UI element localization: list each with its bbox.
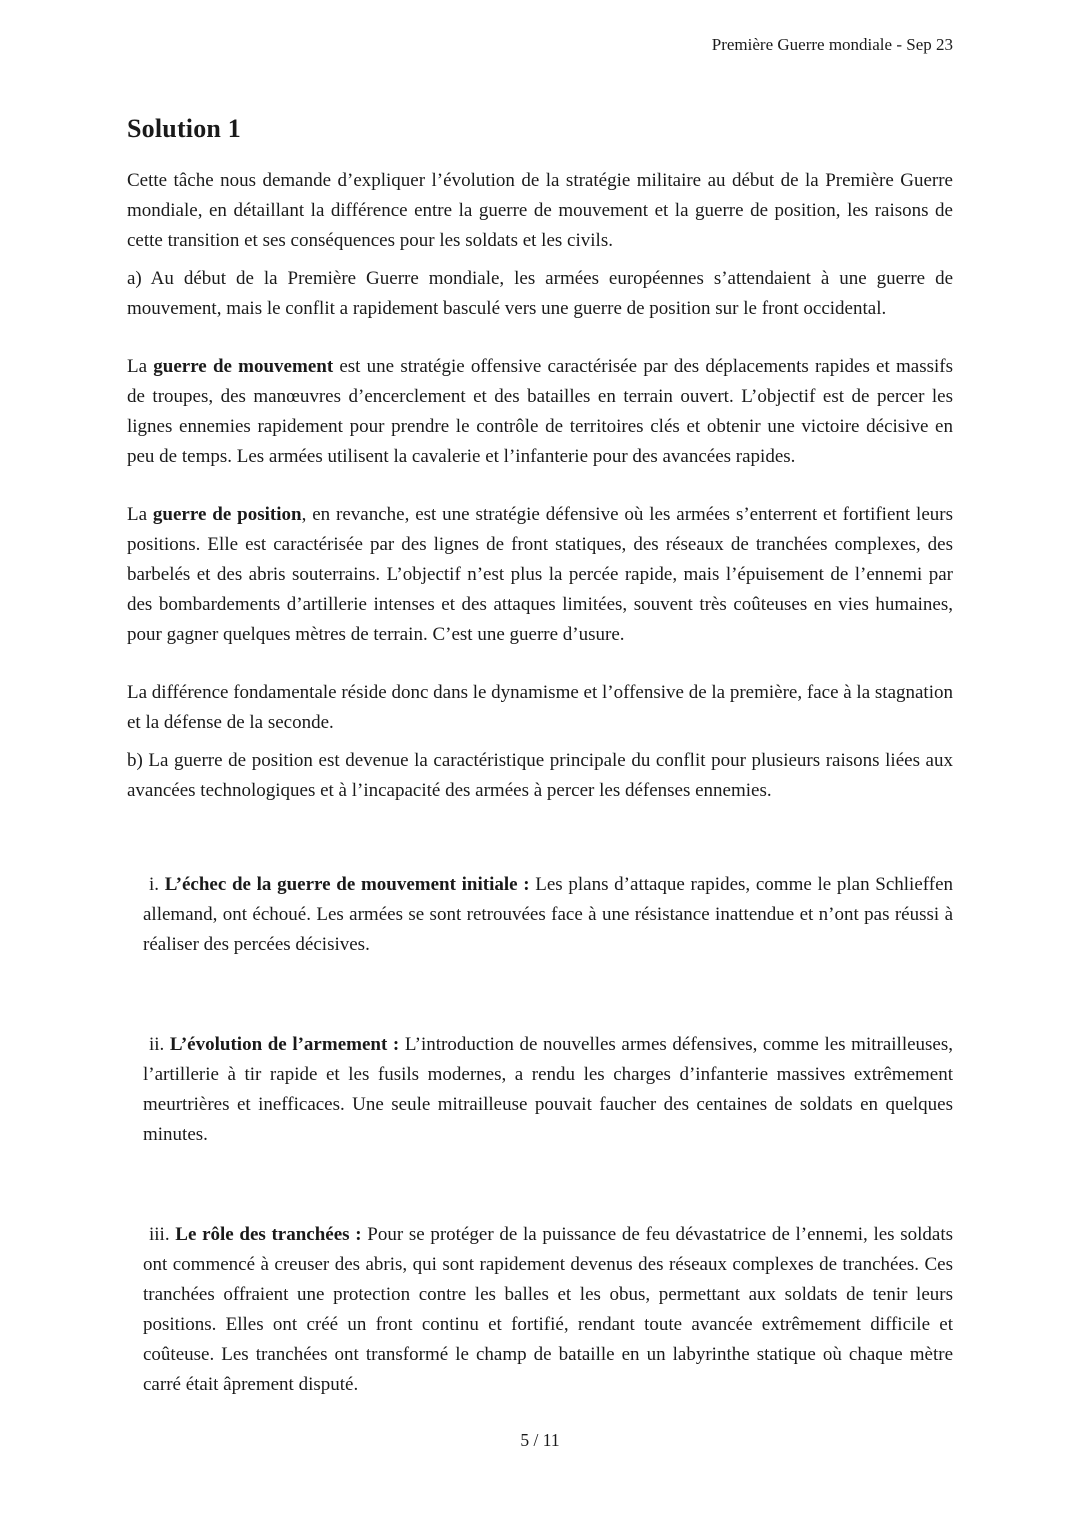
- bold-term-guerre-de-position: guerre de position: [152, 504, 302, 525]
- paragraph-guerre-position: [127, 500, 953, 650]
- section-title: Solution 1: [127, 114, 241, 143]
- page-footer: [0, 1428, 1080, 1452]
- list-item-iii: [143, 1220, 953, 1400]
- list-item-i: [143, 870, 953, 960]
- page-content: [127, 0, 953, 1400]
- paragraph-text: La: [127, 504, 153, 525]
- list-item-ii: [143, 1030, 953, 1150]
- paragraph-b: b) La guerre de position est devenue la caractéristique principale du conflit pour plusieurs raisons liées aux avancées technologiques et à l’incapacité des armées à percer les défenses ennemies.: [127, 750, 953, 801]
- item-label: i.: [149, 874, 165, 895]
- item-text: L’introduction de nouvelles armes défensives, comme les mitrailleuses, l’artillerie à tir rapide et les fusils modernes, a rendu les charges d’infanterie massives extrêmement meurtrières et inefficaces. Une seule mitrailleuse pouvait faucher des centaines de soldats en quelques minutes.: [143, 1034, 953, 1145]
- item-heading: L’échec de la guerre de mouvement initiale :: [164, 874, 536, 895]
- paragraph-text: est une stratégie offensive caractérisée par des déplacements rapides et massifs de troupes, des manœuvres d’encerclement et des batailles en terrain ouvert. L’objectif est de percer les lignes ennemies rapidement pour prendre le contrôle de territoires clés et obtenir une victoire décisive en peu de temps. Les armées utilisent la cavalerie et l’infanterie pour des avancées rapides.: [127, 356, 953, 467]
- bold-term-guerre-de-mouvement: guerre de mouvement: [153, 356, 334, 377]
- paragraph-difference: La différence fondamentale réside donc dans le dynamisme et l’offensive de la première, face à la stagnation et la défense de la seconde.: [127, 682, 953, 733]
- paragraph-text: La: [127, 356, 154, 377]
- item-label: ii.: [149, 1034, 170, 1055]
- item-text: Pour se protéger de la puissance de feu dévastatrice de l’ennemi, les soldats ont commencé à creuser des abris, qui sont rapidement devenus des réseaux complexes de tranchées. Ces tranchées offraient une protection contre les balles et les obus, permettant aux soldats de tenir leurs positions. Elles ont créé un front continu et fortifié, rendant toute avancée extrêmement difficile et coûteuse. Les tranchées ont transformé le champ de bataille en un labyrinthe statique où chaque mètre carré était âprement disputé.: [143, 1224, 954, 1395]
- item-text: Les plans d’attaque rapides, comme le plan Schlieffen allemand, ont échoué. Les armées se sont retrouvées face à une résistance inattendue et n’ont pas réussi à réaliser des percées décisives.: [143, 874, 953, 955]
- item-heading: L’évolution de l’armement :: [169, 1034, 405, 1055]
- paragraph-guerre-mouvement: [127, 352, 953, 472]
- item-heading: Le rôle des tranchées :: [175, 1224, 368, 1245]
- header-title: Première Guerre mondiale - Sep 23: [711, 35, 953, 54]
- running-header: [127, 34, 953, 56]
- page-number: 5 / 11: [520, 1430, 560, 1450]
- paragraph-intro: Cette tâche nous demande d’expliquer l’évolution de la stratégie militaire au début de la Première Guerre mondiale, en détaillant la différence entre la guerre de mouvement et la guerre de position, les raisons de cette transition et ses conséquences pour les soldats et les civils.: [127, 170, 953, 251]
- paragraph-a: a) Au début de la Première Guerre mondiale, les armées européennes s’attendaient à une guerre de mouvement, mais le conflit a rapidement basculé vers une guerre de position sur le front occidental.: [127, 268, 953, 319]
- item-label: iii.: [149, 1224, 176, 1245]
- paragraph-text: , en revanche, est une stratégie défensive où les armées s’enterrent et fortifient leurs positions. Elle est caractérisée par des lignes de front statiques, des réseaux de tranchées complexes, des barbelés et des abris souterrains. L’objectif n’est plus la percée rapide, mais l’épuisement de l’ennemi par des bombardements d’artillerie intenses et des attaques limitées, souvent très coûteuses en vies humaines, pour gagner quelques mètres de terrain. C’est une guerre d’usure.: [127, 504, 953, 645]
